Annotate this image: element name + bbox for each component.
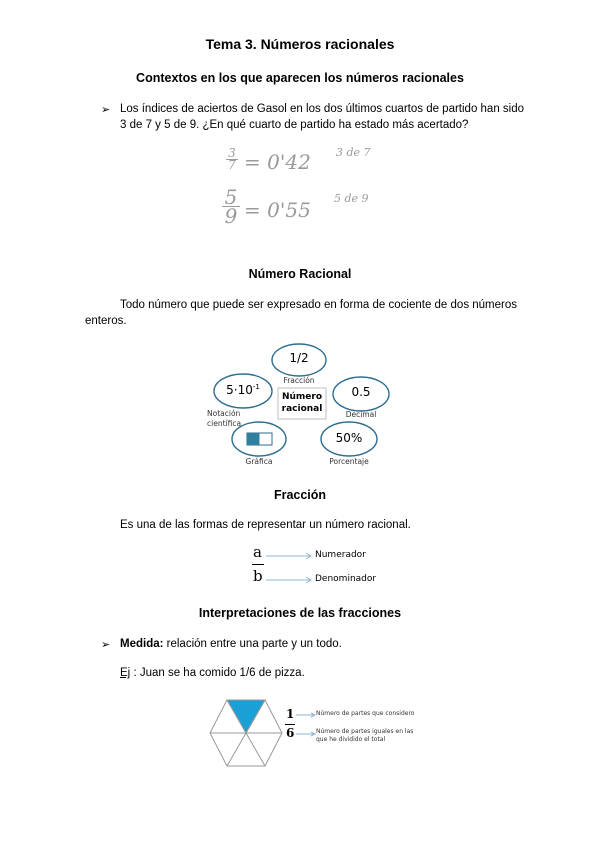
pizza-arrows [296, 710, 318, 738]
fraction-bubble-caption: Fracción [283, 376, 315, 385]
definition-line1: Todo número que puede ser expresado en forma de cociente de dos números [120, 299, 518, 311]
scientific-caption-line1: Notación [207, 409, 241, 418]
numerator-label: Numerador [315, 550, 366, 560]
pizza-denominator: 6 [286, 726, 295, 740]
pizza-den-label-line1: Número de partes iguales en las [316, 728, 414, 735]
hw-note1: 3 de 7 [336, 146, 371, 159]
percent-bubble-value: 50% [335, 431, 363, 445]
contexts-question-line1: Los índices de aciertos de Gasol en los dos últimos cuartos de partido han sido [120, 103, 525, 115]
numero-racional-definition [85, 297, 525, 329]
graphic-bubble-caption: Gráfica [245, 457, 273, 466]
fraction-parts-diagram [248, 545, 398, 590]
denominator-symbol: b [253, 567, 263, 585]
scientific-exponent: -1 [252, 383, 260, 391]
fraccion-description: Es una de las formas de representar un número racional. [120, 519, 411, 531]
scientific-base: 5·10 [226, 383, 253, 397]
interpretaciones-heading: Interpretaciones de las fracciones [198, 606, 402, 620]
graphic-bar-fill [247, 433, 260, 445]
center-box-line2: racional [281, 404, 323, 414]
handwritten-notes [218, 140, 418, 240]
hw-frac2-num: 5 [224, 185, 238, 209]
representations-diagram [200, 338, 400, 473]
center-box-line1: Número [281, 392, 323, 402]
numerator-symbol: a [253, 543, 262, 561]
bullet-arrow-icon-2: ➢ [101, 639, 111, 651]
pizza-den-label-line2: que he dividido el total [316, 736, 386, 743]
fraction-bar [252, 564, 264, 565]
example-line [120, 665, 305, 681]
decimal-bubble-value: 0.5 [351, 385, 371, 399]
center-box-label [278, 391, 326, 415]
example-prefix: Ej [120, 667, 131, 679]
contexts-heading: Contextos en los que aparecen los números racionales [136, 71, 464, 85]
percent-bubble-caption: Porcentaje [329, 457, 369, 466]
hw-note2: 5 de 9 [334, 192, 369, 205]
pizza-den-label [316, 728, 413, 744]
hw-eq2: = 0'55 [244, 198, 311, 222]
pizza-num-label: Número de partes que considero [316, 710, 415, 717]
denominator-label: Denominador [315, 574, 377, 584]
fraction-arrows [266, 549, 316, 585]
example-text: : Juan se ha comido 1/6 de pizza. [133, 667, 305, 679]
hw-frac1-den: 7 [228, 158, 236, 172]
pizza-numerator: 1 [286, 707, 295, 721]
bullet-arrow-icon: ➢ [101, 104, 111, 116]
handwritten-fraction-1 [226, 148, 238, 171]
hw-frac2-den: 9 [224, 204, 238, 228]
pizza-fraction-bar [285, 724, 295, 725]
page-title: Tema 3. Números racionales [205, 36, 395, 52]
fraccion-heading: Fracción [273, 488, 327, 502]
medida-bullet [120, 636, 342, 652]
contexts-question [120, 101, 560, 133]
handwritten-fraction-2 [222, 185, 240, 228]
scientific-caption-line2: científica [207, 419, 242, 428]
decimal-bubble-caption: Decimal [345, 410, 377, 419]
scientific-bubble-value [214, 383, 272, 397]
pizza-fraction-diagram [284, 706, 434, 756]
pizza-hexagon [208, 698, 284, 768]
numero-racional-heading: Número Racional [248, 267, 352, 281]
medida-label: Medida: [120, 638, 164, 650]
fraction-bubble-value: 1/2 [289, 351, 309, 365]
definition-line2: enteros. [85, 315, 127, 327]
hw-frac1-num: 3 [228, 146, 236, 160]
scientific-bubble-caption [207, 409, 241, 429]
medida-text: relación entre una parte y un todo. [163, 638, 342, 650]
contexts-question-line2: 3 de 7 y 5 de 9. ¿En qué cuarto de partido ha estado más acertado? [120, 119, 469, 131]
hw-eq1: = 0'42 [244, 150, 311, 174]
